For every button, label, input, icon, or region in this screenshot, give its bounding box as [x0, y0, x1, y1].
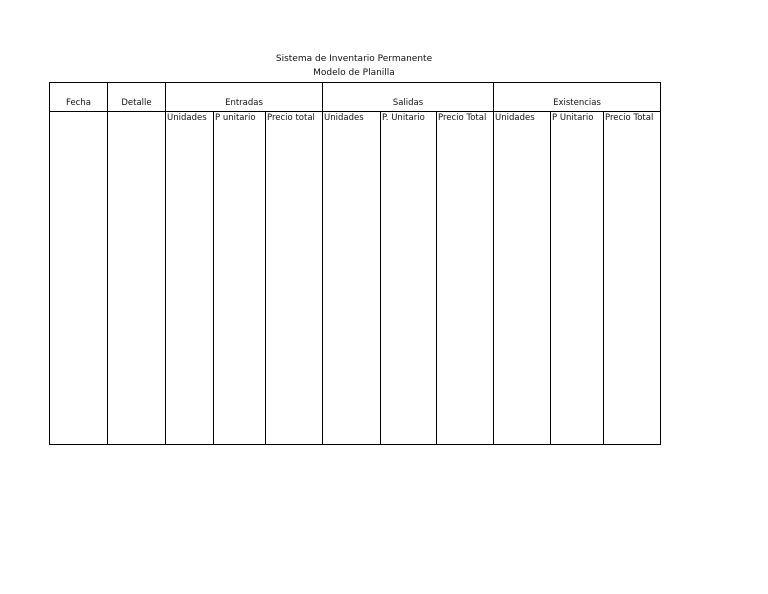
column-divider [107, 83, 108, 444]
subheader-entradas-unidades: Unidades [167, 113, 207, 123]
header-existencias: Existencias [553, 98, 601, 108]
document-title: Sistema de Inventario Permanente [275, 54, 433, 64]
subheader-salidas-unidades: Unidades [324, 113, 364, 123]
column-divider [322, 83, 323, 444]
inventory-table [49, 82, 661, 445]
subheader-salidas-punitario: P. Unitario [382, 113, 425, 123]
subcolumn-divider [436, 111, 437, 444]
subheader-salidas-preciototal: Precio Total [438, 113, 487, 123]
document-subtitle: Modelo de Planilla [313, 68, 395, 78]
subcolumn-divider [380, 111, 381, 444]
subcolumn-divider [603, 111, 604, 444]
subheader-entradas-punitario: P unitario [215, 113, 256, 123]
subheader-existencias-preciototal: Precio Total [605, 113, 654, 123]
subcolumn-divider [213, 111, 214, 444]
header-fecha: Fecha [66, 98, 91, 108]
header-entradas: Entradas [225, 98, 263, 108]
subcolumn-divider [550, 111, 551, 444]
header-separator [50, 111, 660, 112]
header-detalle: Detalle [121, 98, 152, 108]
column-divider [165, 83, 166, 444]
subheader-entradas-preciototal: Precio total [267, 113, 315, 123]
subheader-existencias-punitario: P Unitario [552, 113, 594, 123]
header-salidas: Salidas [392, 98, 424, 108]
subheader-existencias-unidades: Unidades [495, 113, 535, 123]
column-divider [493, 83, 494, 444]
subcolumn-divider [265, 111, 266, 444]
